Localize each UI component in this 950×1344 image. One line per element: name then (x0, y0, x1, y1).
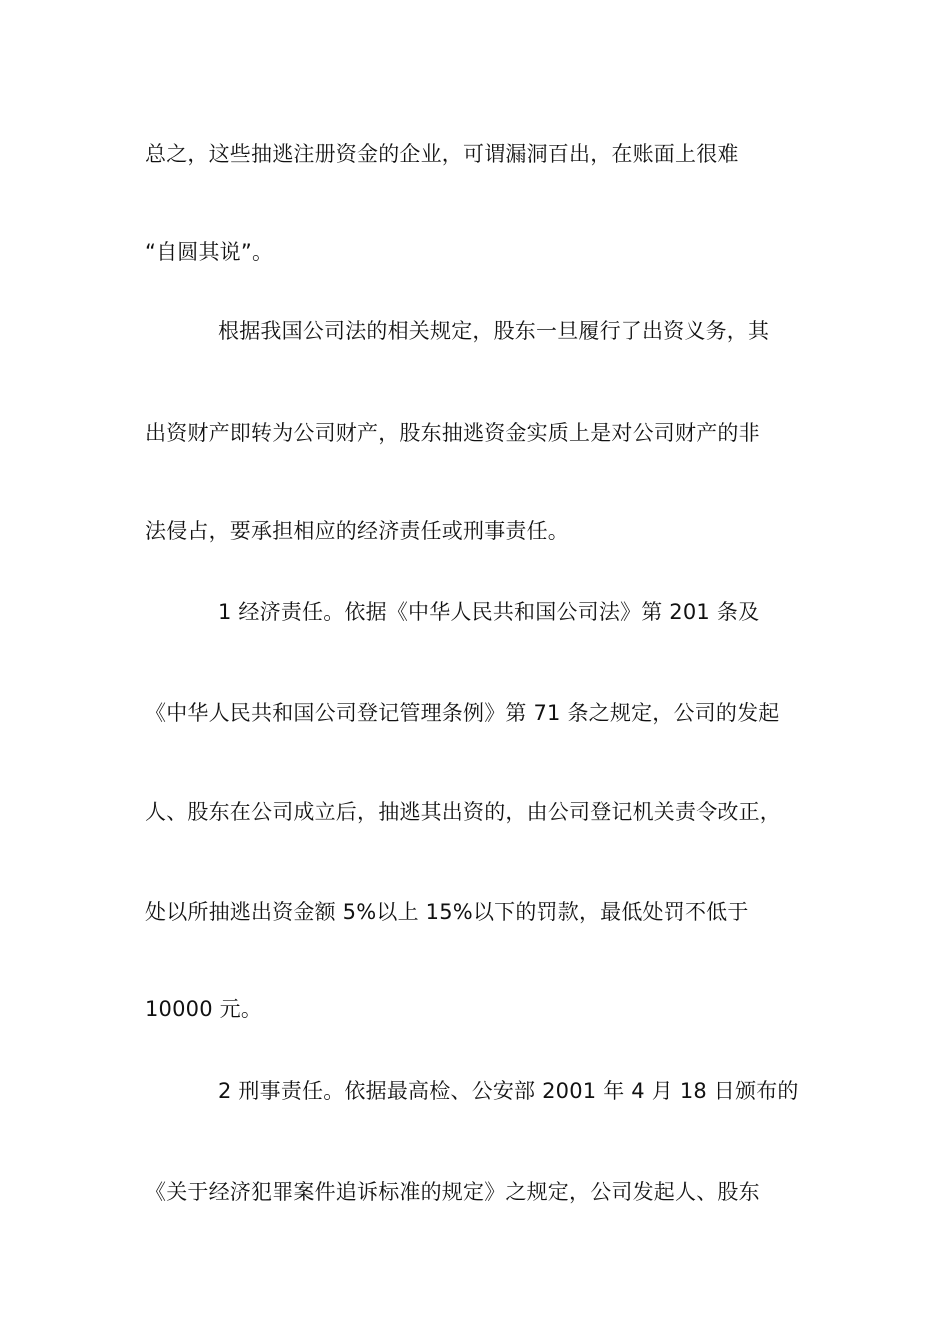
text-line-11: 2 刑事责任。依据最高检、公安部 2001 年 4 月 18 日颁布的 (218, 1079, 799, 1103)
text-line-12: 《关于经济犯罪案件追诉标准的规定》之规定，公司发起人、股东 (145, 1180, 760, 1204)
text-line-9: 处以所抽逃出资金额 5%以上 15%以下的罚款，最低处罚不低于 (145, 900, 749, 924)
text-line-5: 法侵占，要承担相应的经济责任或刑事责任。 (145, 519, 569, 543)
text-line-7: 《中华人民共和国公司登记管理条例》第 71 条之规定，公司的发起 (145, 701, 780, 725)
text-line-10: 10000 元。 (145, 997, 263, 1021)
text-line-3: 根据我国公司法的相关规定，股东一旦履行了出资义务，其 (218, 319, 770, 343)
text-line-4: 出资财产即转为公司财产，股东抽逃资金实质上是对公司财产的非 (145, 421, 760, 445)
text-line-6: 1 经济责任。依据《中华人民共和国公司法》第 201 条及 (218, 600, 760, 624)
text-line-1: 总之，这些抽逃注册资金的企业，可谓漏洞百出，在账面上很难 (145, 142, 739, 166)
text-line-2: “自圆其说”。 (145, 240, 274, 264)
text-line-8: 人、股东在公司成立后，抽逃其出资的，由公司登记机关责令改正， (145, 800, 781, 824)
